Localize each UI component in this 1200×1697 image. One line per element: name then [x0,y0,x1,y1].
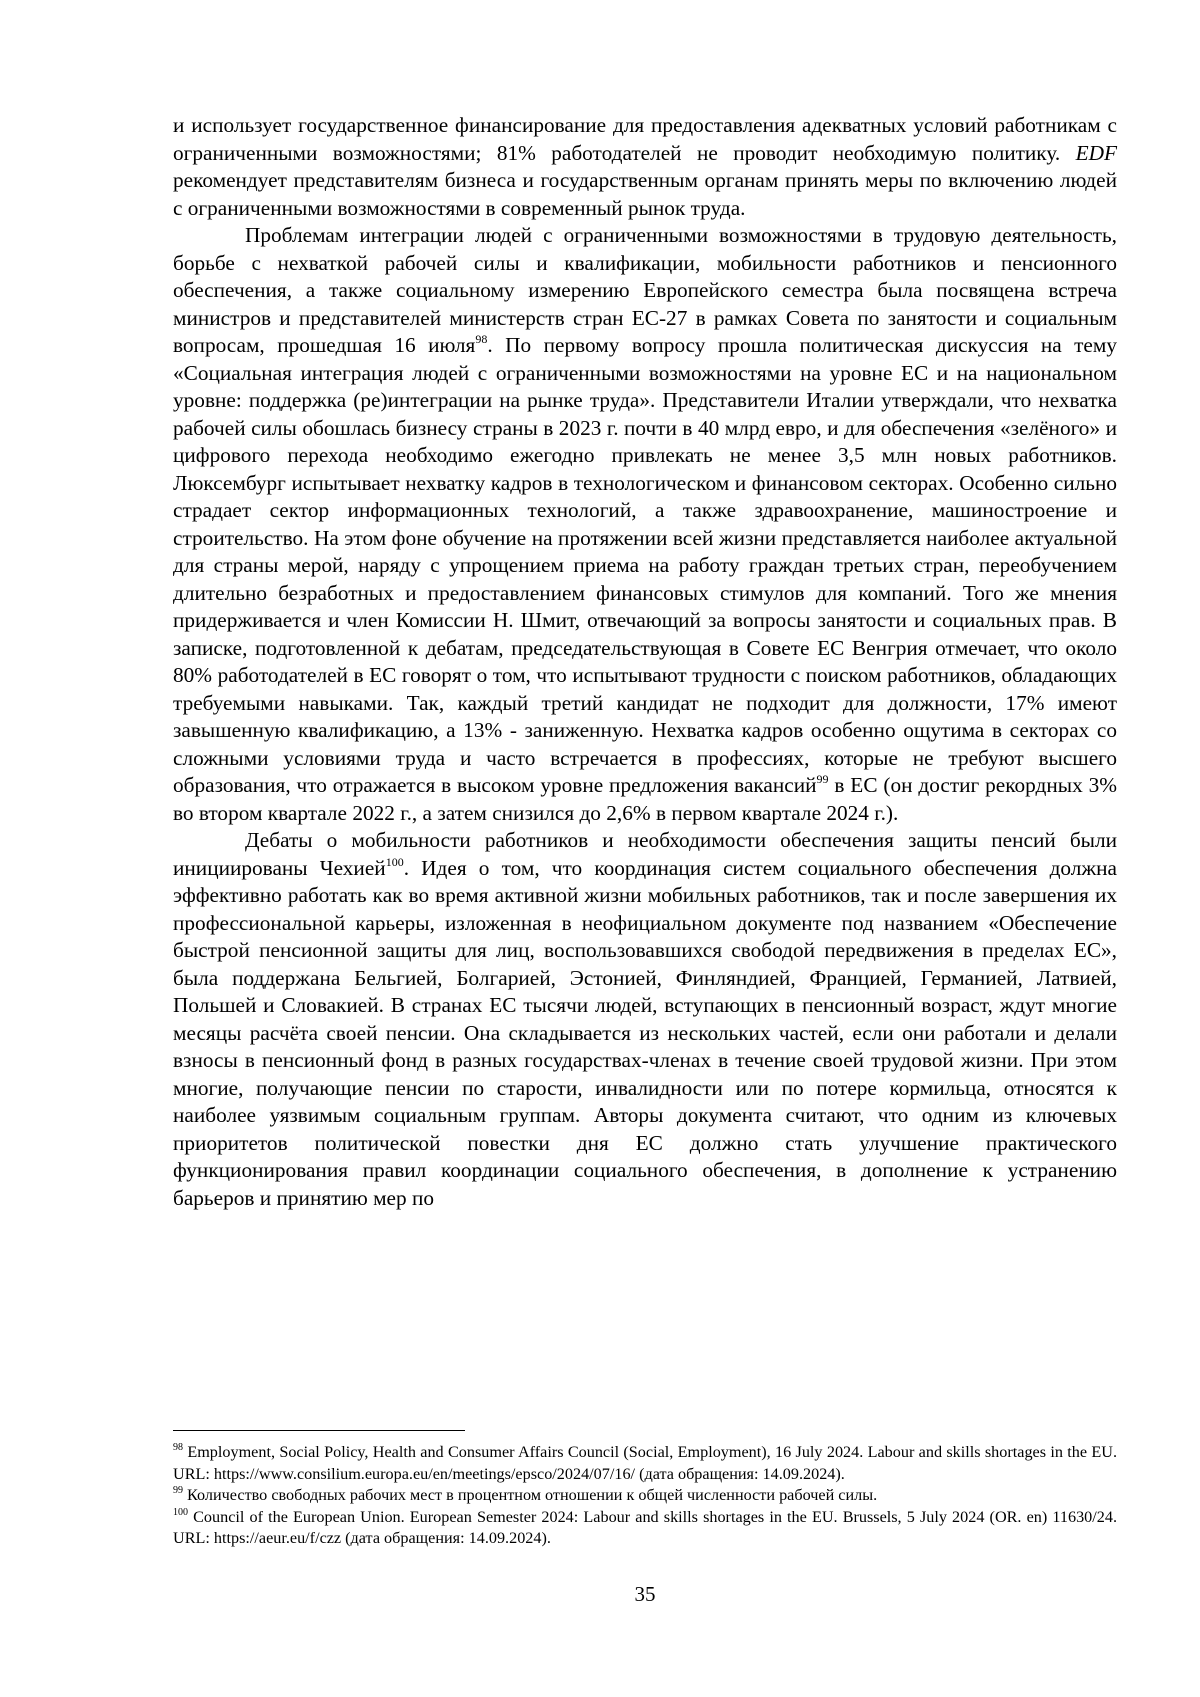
page-body [173,112,1117,1212]
footnote-100 [173,1507,1117,1550]
footnote-ref-98[interactable]: 98 [475,332,488,346]
paragraph-3-text-b: . Идея о том, что координация систем социального обеспечения должна эффективно работать как во время активной жизни мобильных работников, так и после завершения их профессиональной карьеры, изложенная в неофициальном документе под названием «Обеспечение быстрой пенсионной защиты для лиц, воспользовавшихся свободой передвижения в пределах ЕС», была поддержана Бельгией, Болгарией, Эстонией, Финляндией, Францией, Германией, Латвией, Польшей и Словакией. В странах ЕС тысячи людей, вступающих в пенсионный возраст, ждут многие месяцы расчёта своей пенсии. Она складывается из нескольких частей, если они работали и делали взносы в пенсионный фонд в разных государствах-членах в течение своей трудовой жизни. При этом многие, получающие пенсии по старости, инвалидности или по потере кормильца, относятся к наиболее уязвимым социальным группам. Авторы документа считают, что одним из ключевых приоритетов политической повестки дня ЕС должно стать улучшение практического функционирования правил координации социального обеспечения, в дополнение к устранению барьеров и принятию мер по [173,855,1117,1210]
footnote-99 [173,1485,1117,1507]
footnote-ref-100[interactable]: 100 [385,854,404,869]
footnote-text: Council of the European Union. European Semester 2024: Labour and skills shortages in the EU. Brussels, 5 July 2024 (OR. en) 11630/24. URL: https://aeur.eu/f/czz (дата обращения: 14.09.2024). [173,1507,1117,1547]
footnotes-section [173,1430,1117,1550]
paragraph-2-text-b: . По первому вопросу прошла политическая дискуссия на тему «Социальная интеграция людей с ограниченными возможностями на уровне ЕС и на национальном уровне: поддержка (ре)интеграции на рынке труда». Представители Италии утверждали, что нехватка рабочей силы обошлась бизнесу страны в 2023 г. почти в 40 млрд евро, и для обеспечения «зелёного» и цифрового перехода необходимо ежегодно привлекать не менее 3,5 млн новых работников. Люксембург испытывает нехватку кадров в технологическом и финансовом секторах. Особенно сильно страдает сектор информационных технологий, а также здравоохранение, машиностроение и строительство. На этом фоне обучение на протяжении всей жизни представляется наиболее актуальной для страны мерой, наряду с упрощением приема на работу граждан третьих стран, переобучением длительно безработных и предоставлением финансовых стимулов для компаний. Того же мнения придерживается и член Комиссии Н. Шмит, отвечающий за вопросы занятости и социальных прав. В записке, подготовленной к дебатам, председательствующая в Совете ЕС Венгрия отмечает, что около 80% работодателей в ЕС говорят о том, что испытывают трудности с поиском работников, обладающих требуемыми навыками. Так, каждый третий кандидат не подходит для должности, 17% имеют завышенную квалификацию, а 13% - заниженную. Нехватка кадров особенно ощутима в секторах со сложными условиями труда и часто встречается в профессиях, которые не требуют высшего образования, что отражается в высоком уровне предложения вакансий [173,333,1118,797]
paragraph-2-text-c: в ЕС (он достиг рекордных 3% во втором квартале 2022 г., а затем снизился до 2,6% в первом квартале 2024 г.). [173,773,1117,825]
paragraph-2 [173,222,1117,827]
edf-abbreviation: EDF [1075,140,1117,165]
paragraph-3 [173,827,1117,1212]
paragraph-1-text-b: рекомендует представителям бизнеса и государственным органам принять меры по включению людей с ограниченными возможностями в современный рынок труда. [173,168,1117,220]
paragraph-3-text-a: Дебаты о мобильности работников и необходимости обеспечения защиты пенсий были инициированы Чехией [173,828,1117,880]
paragraph-1 [173,112,1117,222]
paragraph-2-text-a: Проблемам интеграции людей с ограниченными возможностями в трудовую деятельность, борьбе с нехваткой рабочей силы и квалификации, мобильности работников и пенсионного обеспечения, а также социальному измерению Европейского семестра была посвящена встреча министров и представителей министерств стран ЕС-27 в рамках Совета по занятости и социальным вопросам, прошедшая 16 июля [173,223,1117,357]
footnote-separator [173,1430,465,1431]
paragraph-1-text-a: и использует государственное финансирование для предоставления адекватных условий работникам с ограниченными возможностями; 81% работодателей не проводит необходимую политику. [173,113,1117,165]
footnote-number: 98 [173,1442,183,1453]
page-number: 35 [634,1582,656,1606]
footnote-text: Количество свободных рабочих мест в процентном отношении к общей численности рабочей силы. [183,1486,878,1504]
footnote-text: Employment, Social Policy, Health and Consumer Affairs Council (Social, Employment), 16 July 2024. Labour and skills shortages in the EU. URL: https://www.consilium.europa.eu/en/meetings/epsco/2024/07/16/ (дата обращения: 14.09.2024). [173,1443,1117,1483]
footnote-ref-99[interactable]: 99 [816,772,829,786]
footnote-number: 99 [173,1485,183,1496]
footnote-98 [173,1442,1117,1485]
footnote-number: 100 [173,1506,188,1518]
